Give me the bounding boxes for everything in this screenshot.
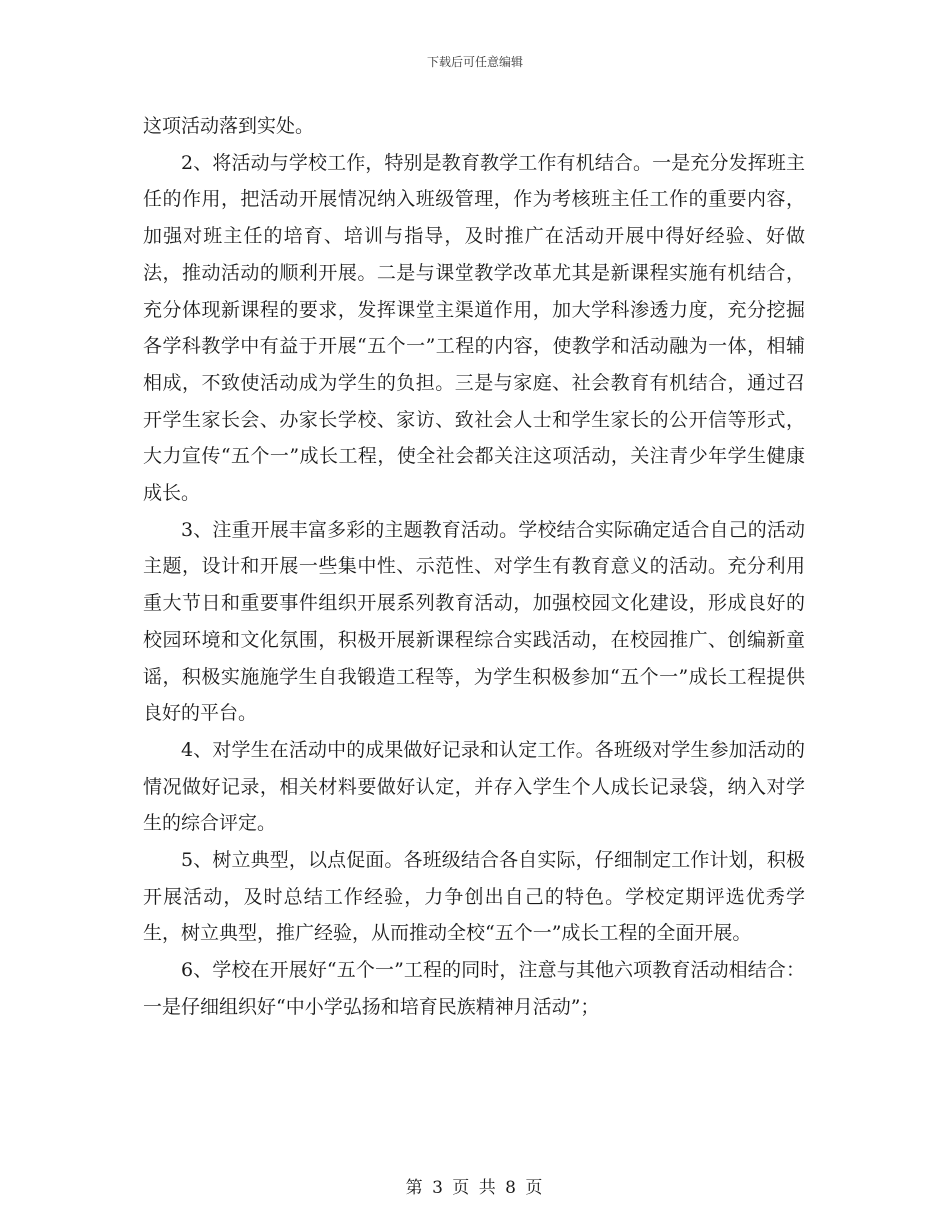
document-body (143, 108, 805, 1026)
paragraph-item-4: 4、对学生在活动中的成果做好记录和认定工作。各班级对学生参加活动的情况做好记录，相关材料要做好认定，并存入学生个人成长记录袋，纳入对学生的综合评定。 (143, 738, 805, 835)
page-header: 下载后可任意编辑 (426, 55, 523, 69)
page-footer: 第 3 页 共 8 页 (405, 1178, 545, 1198)
paragraph-continuation: 这项活动落到实处。 (143, 115, 315, 137)
paragraph-item-6: 6、学校在开展好“五个一”工程的同时，注意与其他六项教育活动相结合：一是仔细组织好“中小学弘扬和培育民族精神月活动”； (143, 959, 805, 1018)
paragraph-item-5: 5、树立典型，以点促面。各班级结合各自实际，仔细制定工作计划，积极开展活动，及时总结工作经验，力争创出自己的特色。学校定期评选优秀学生，树立典型，推广经验，从而推动全校“五个一”成长工程的全面开展。 (143, 849, 805, 945)
paragraph-item-3: 3、注重开展丰富多彩的主题教育活动。学校结合实际确定适合自己的活动主题，设计和开展一些集中性、示范性、对学生有教育意义的活动。充分利用重大节日和重要事件组织开展系列教育活动，加强校园文化建设，形成良好的校园环境和文化氛围，积极开展新课程综合实践活动，在校园推广、创编新童谣，积极实施施学生自我锻造工程等，为学生积极参加“五个一”成长工程提供良好的平台。 (143, 518, 805, 725)
paragraph-item-2: 2、将活动与学校工作，特别是教育教学工作有机结合。一是充分发挥班主任的作用，把活动开展情况纳入班级管理，作为考核班主任工作的重要内容，加强对班主任的培育、培训与指导，及时推广在活动开展中得好经验、好做法，推动活动的顺利开展。二是与课堂教学改革尤其是新课程实施有机结合，充分体现新课程的要求，发挥课堂主渠道作用，加大学科渗透力度，充分挖掘各学科教学中有益于开展“五个一”工程的内容，使教学和活动融为一体，相辅相成，不致使活动成为学生的负担。三是与家庭、社会教育有机结合，通过召开学生家长会、办家长学校、家访、致社会人士和学生家长的公开信等形式，大力宣传“五个一”成长工程，使全社会都关注这项活动，关注青少年学生健康成长。 (143, 151, 805, 505)
